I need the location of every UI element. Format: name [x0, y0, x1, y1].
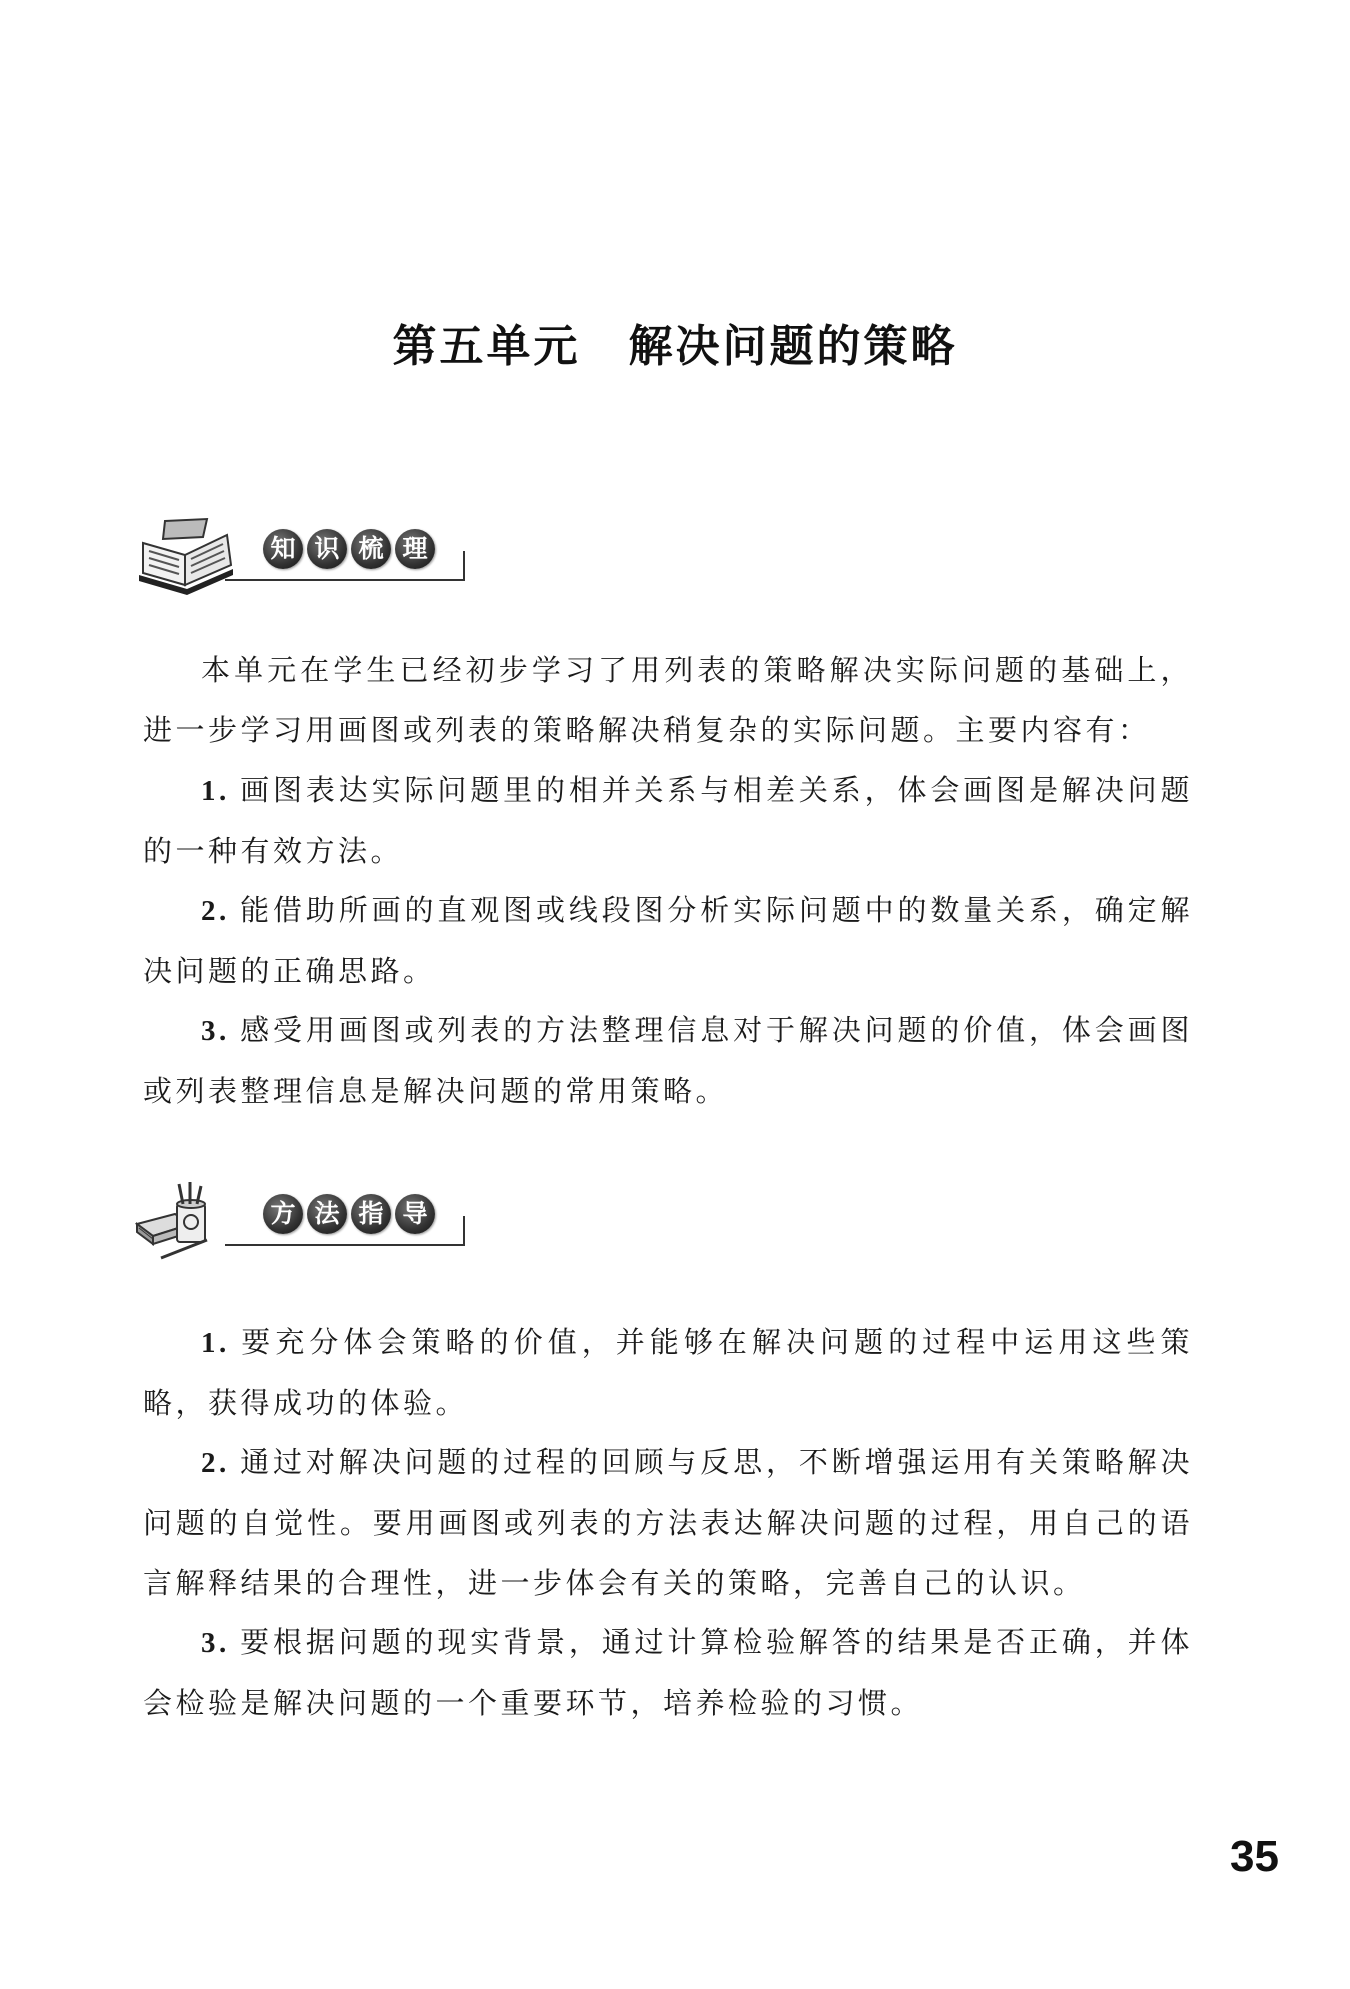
section-title-knowledge: [263, 529, 435, 569]
knowledge-item: [143, 760, 1193, 881]
title-badge: 知: [263, 529, 303, 569]
intro-paragraph: 本单元在学生已经初步学习了用列表的策略解决实际问题的基础上，进一步学习用画图或列表的策略解决稍复杂的实际问题。主要内容有：: [143, 653, 1193, 747]
item-number: 2.: [201, 895, 230, 927]
title-badge: 指: [351, 1194, 391, 1234]
title-badge: 识: [307, 529, 347, 569]
item-number: 1.: [201, 775, 230, 807]
method-item: [143, 1612, 1193, 1733]
pencil-cup-icon: [135, 1180, 245, 1260]
header-underline: [225, 1244, 465, 1246]
open-book-icon: [135, 515, 245, 595]
title-badge: 方: [263, 1194, 303, 1234]
knowledge-item: [143, 880, 1193, 1001]
unit-title-part2: 解决问题的策略: [628, 321, 958, 372]
item-text: 要充分体会策略的价值，并能够在解决问题的过程中运用这些策略，获得成功的体验。: [143, 1325, 1193, 1420]
title-badge: 法: [307, 1194, 347, 1234]
header-underline: [225, 579, 465, 581]
method-item: [143, 1432, 1193, 1613]
title-badge: 理: [395, 529, 435, 569]
section-header-method: [135, 1180, 465, 1260]
title-badge: 梳: [351, 529, 391, 569]
method-item: [143, 1312, 1193, 1433]
item-number: 3.: [201, 1627, 230, 1659]
item-text: 要根据问题的现实背景，通过计算检验解答的结果是否正确，并体会检验是解决问题的一个重要环节，培养检验的习惯。: [143, 1625, 1193, 1720]
item-text: 画图表达实际问题里的相并关系与相差关系，体会画图是解决问题的一种有效方法。: [143, 773, 1193, 868]
section-title-method: [263, 1194, 435, 1234]
item-text: 通过对解决问题的过程的回顾与反思，不断增强运用有关策略解决问题的自觉性。要用画图或列表的方法表达解决问题的过程，用自己的语言解释结果的合理性，进一步体会有关的策略，完善自己的认识。: [143, 1445, 1193, 1600]
item-text: 感受用画图或列表的方法整理信息对于解决问题的价值，体会画图或列表整理信息是解决问题的常用策略。: [143, 1013, 1193, 1108]
unit-title-part1: 第五单元: [392, 321, 581, 372]
item-text: 能借助所画的直观图或线段图分析实际问题中的数量关系，确定解决问题的正确思路。: [143, 893, 1193, 988]
unit-title: [0, 310, 1350, 374]
item-number: 2.: [201, 1447, 230, 1479]
item-number: 1.: [201, 1327, 230, 1359]
title-badge: 导: [395, 1194, 435, 1234]
knowledge-item: [143, 1000, 1193, 1121]
page-number: 35: [1230, 1832, 1279, 1881]
section-header-knowledge: [135, 515, 465, 595]
item-number: 3.: [201, 1015, 230, 1047]
